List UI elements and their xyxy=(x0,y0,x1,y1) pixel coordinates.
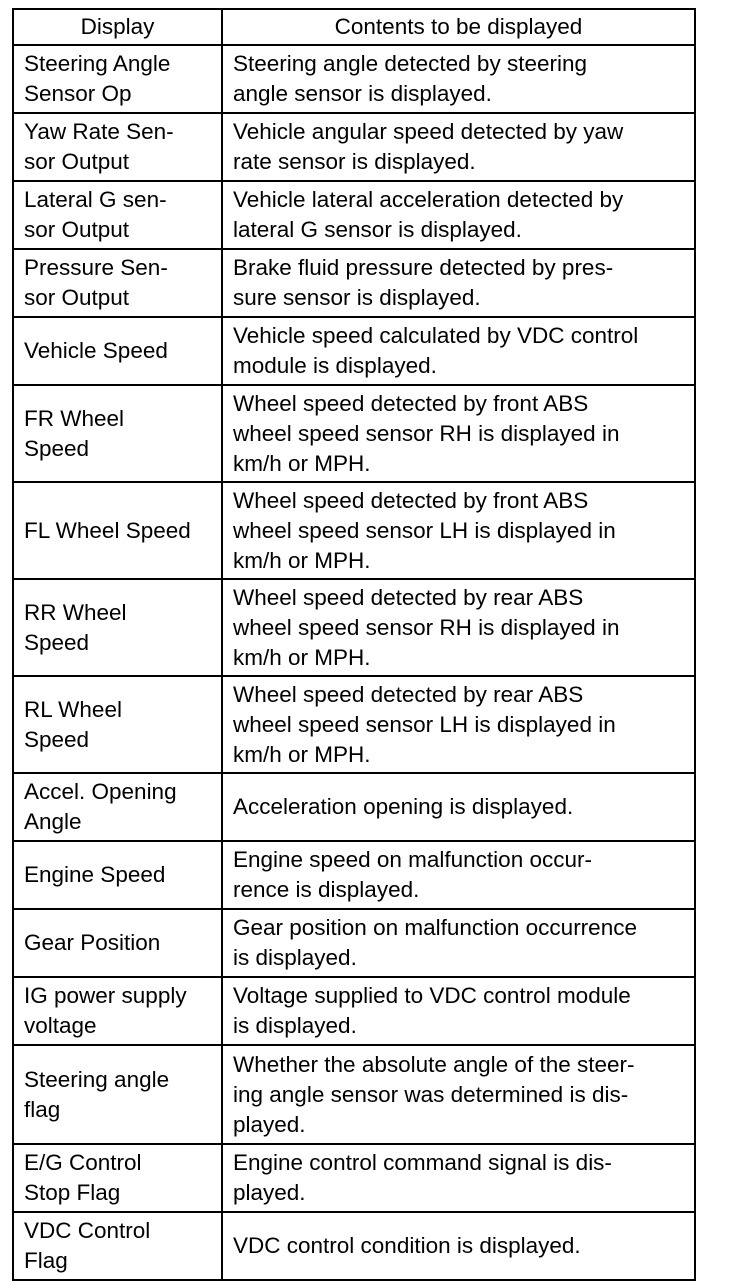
table-row xyxy=(13,676,695,773)
display-cell: Lateral G sen- sor Output xyxy=(13,181,222,249)
contents-cell: Wheel speed detected by rear ABS wheel speed sensor RH is displayed in km/h or MPH. xyxy=(222,579,695,676)
contents-cell: Brake fluid pressure detected by pres- sure sensor is displayed. xyxy=(222,249,695,317)
contents-cell: Acceleration opening is displayed. xyxy=(222,773,695,841)
table-row xyxy=(13,482,695,579)
display-cell: RR Wheel Speed xyxy=(13,579,222,676)
contents-cell: Wheel speed detected by front ABS wheel speed sensor RH is displayed in km/h or MPH. xyxy=(222,385,695,482)
display-cell: Pressure Sen- sor Output xyxy=(13,249,222,317)
contents-cell: VDC control condition is displayed. xyxy=(222,1212,695,1280)
contents-cell: Wheel speed detected by front ABS wheel speed sensor LH is displayed in km/h or MPH. xyxy=(222,482,695,579)
header-row xyxy=(13,9,695,45)
header-display: Display xyxy=(13,9,222,45)
table-row xyxy=(13,1045,695,1144)
contents-cell: Engine speed on malfunction occur- rence is displayed. xyxy=(222,841,695,909)
table-row xyxy=(13,1212,695,1280)
display-cell: Accel. Opening Angle xyxy=(13,773,222,841)
table-row xyxy=(13,317,695,385)
contents-cell: Vehicle lateral acceleration detected by lateral G sensor is displayed. xyxy=(222,181,695,249)
table-row xyxy=(13,45,695,113)
display-contents-table xyxy=(12,8,696,1281)
table-row xyxy=(13,181,695,249)
table-row xyxy=(13,773,695,841)
display-cell: Yaw Rate Sen- sor Output xyxy=(13,113,222,181)
table-row xyxy=(13,385,695,482)
display-cell: Engine Speed xyxy=(13,841,222,909)
display-cell: FR Wheel Speed xyxy=(13,385,222,482)
table-row xyxy=(13,1144,695,1212)
table-row xyxy=(13,841,695,909)
display-cell: VDC Control Flag xyxy=(13,1212,222,1280)
display-cell: Steering Angle Sensor Op xyxy=(13,45,222,113)
display-cell: IG power supply voltage xyxy=(13,977,222,1045)
table-row xyxy=(13,909,695,977)
display-cell: Vehicle Speed xyxy=(13,317,222,385)
display-cell: RL Wheel Speed xyxy=(13,676,222,773)
contents-cell: Engine control command signal is dis- played. xyxy=(222,1144,695,1212)
display-cell: E/G Control Stop Flag xyxy=(13,1144,222,1212)
contents-cell: Whether the absolute angle of the steer- ing angle sensor was determined is dis- played. xyxy=(222,1045,695,1144)
display-cell: Gear Position xyxy=(13,909,222,977)
table-row xyxy=(13,579,695,676)
table-row xyxy=(13,113,695,181)
contents-cell: Voltage supplied to VDC control module is displayed. xyxy=(222,977,695,1045)
table-row xyxy=(13,249,695,317)
contents-cell: Vehicle angular speed detected by yaw rate sensor is displayed. xyxy=(222,113,695,181)
display-cell: FL Wheel Speed xyxy=(13,482,222,579)
display-cell: Steering angle flag xyxy=(13,1045,222,1144)
contents-cell: Gear position on malfunction occurrence is displayed. xyxy=(222,909,695,977)
header-contents: Contents to be displayed xyxy=(222,9,695,45)
table-row xyxy=(13,977,695,1045)
contents-cell: Steering angle detected by steering angle sensor is displayed. xyxy=(222,45,695,113)
contents-cell: Wheel speed detected by rear ABS wheel speed sensor LH is displayed in km/h or MPH. xyxy=(222,676,695,773)
contents-cell: Vehicle speed calculated by VDC control module is displayed. xyxy=(222,317,695,385)
